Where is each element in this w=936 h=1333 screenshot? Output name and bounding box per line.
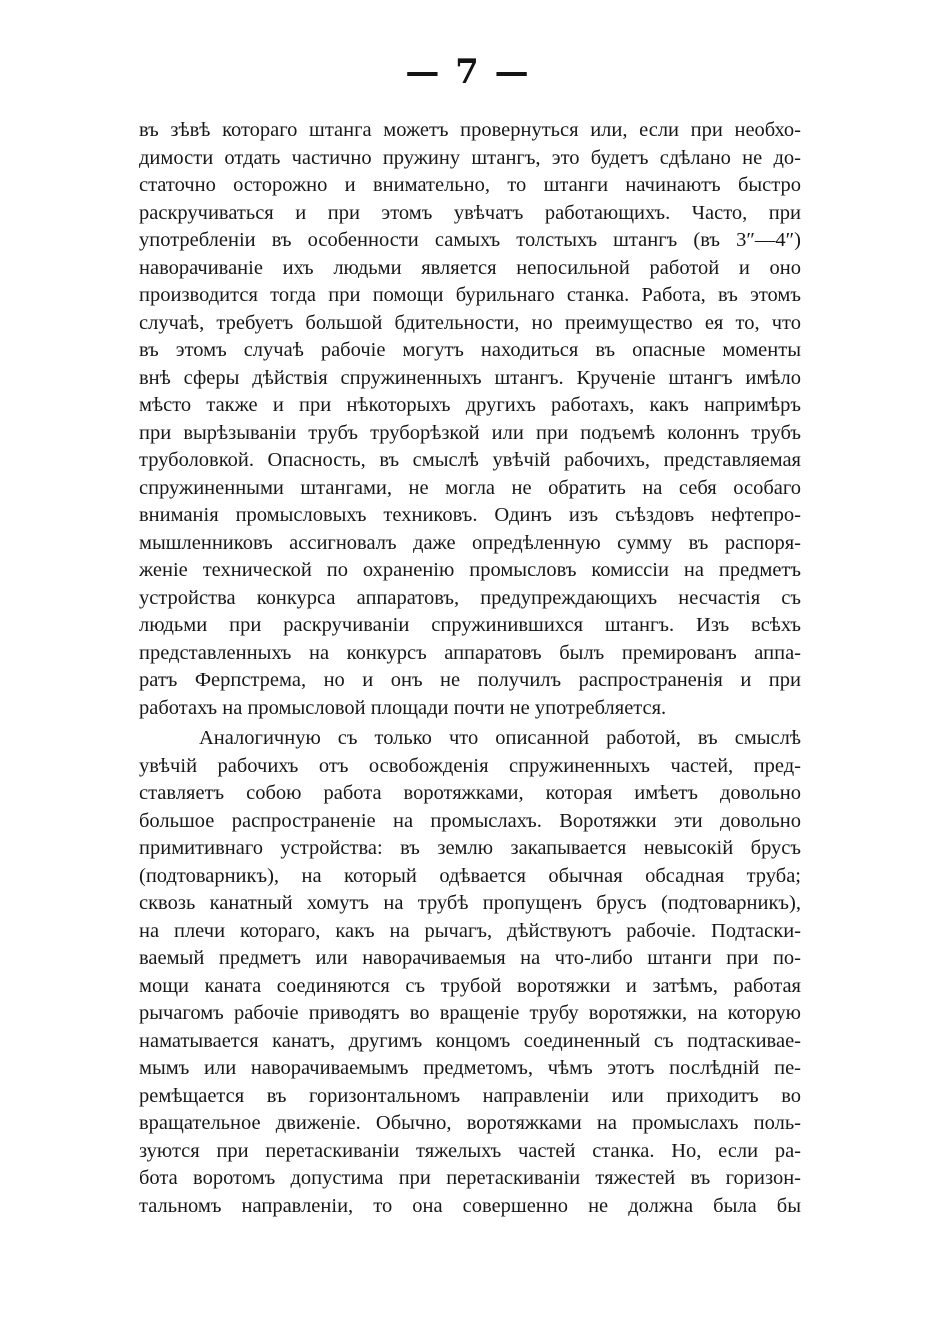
text-line: мощи каната соединяются съ трубой воротяжки и затѣмъ, работая (139, 974, 801, 997)
text-line: ратъ Ферпстрема, но и онъ не получилъ распространенія и при (139, 669, 801, 691)
text-line: въ этомъ случаѣ рабочіе могутъ находиться въ опасные моменты (139, 339, 801, 361)
text-line: рычагомъ рабочіе приводятъ во вращеніе трубу воротяжки, на которую (139, 1002, 801, 1024)
text-line: спружиненными штангами, не могла не обратить на себя особаго (139, 476, 801, 499)
text-line: мѣсто также и при нѣкоторыхъ другихъ работахъ, какъ напримѣръ (139, 394, 801, 416)
text-line: (подтоварникъ), на который одѣвается обычная обсадная труба; (139, 864, 801, 887)
text-line: въ зѣвѣ котораго штанга можетъ провернуться или, если при необхо- (139, 119, 801, 141)
text-line: наворачиваніе ихъ людьми является непосильной работой и оно (139, 256, 801, 279)
text-line: тальномъ направленіи, то она совершенно не должна была бы (139, 1194, 801, 1217)
text-line: представленныхъ на конкурсъ аппаратовъ былъ премированъ аппа- (139, 641, 801, 664)
text-line: при вырѣзываніи трубъ труборѣзкой или при подъемѣ колоннъ трубъ (139, 421, 801, 444)
text-line: труболовкой. Опасность, въ смыслѣ увѣчій рабочихъ, представляемая (139, 449, 801, 471)
text-line: Аналогичную съ только что описанной работой, въ смыслѣ (199, 727, 801, 749)
text-line: увѣчій рабочихъ отъ освобожденія спружиненныхъ частей, пред- (139, 754, 801, 777)
text-line: раскручиваться и при этомъ увѣчатъ работающихъ. Часто, при (139, 201, 801, 224)
text-line: употребленіи въ особенности самыхъ толстыхъ штангъ (въ 3″—4″) (139, 229, 801, 251)
text-line: примитивнаго устройства: въ землю закапывается невысокій брусъ (139, 837, 801, 859)
text-line: мымъ или наворачиваемымъ предметомъ, чѣмъ этотъ послѣдній пе- (139, 1057, 801, 1079)
page-number: — 7 — (405, 52, 531, 92)
paragraph-2 (139, 725, 801, 1220)
text-line: мышленниковъ ассигновалъ даже опредѣленную сумму въ распоря- (139, 531, 801, 554)
text-line: большое распространеніе на промыслахъ. Воротяжки эти довольно (139, 809, 801, 832)
text-line: женіе технической по охраненію промысловъ комиссіи на предметъ (139, 559, 801, 581)
text-line: работахъ на промысловой площади почти не употребляется. (139, 696, 667, 719)
text-line: ваемый предметъ или наворачиваемыя на что-либо штанги при по- (139, 947, 801, 969)
text-line: димости отдать частично пружину штангъ, это будетъ сдѣлано не до- (139, 146, 801, 169)
text-line: наматывается канатъ, другимъ концомъ соединенный съ подтаскивае- (139, 1029, 801, 1052)
text-line: сквозь канатный хомутъ на трубѣ пропущенъ брусъ (подтоварникъ), (139, 892, 801, 914)
text-line: на плечи котораго, какъ на рычагъ, дѣйствуютъ рабочіе. Подтаски- (139, 919, 801, 942)
text-line: вращательное движеніе. Обычно, воротяжками на промыслахъ поль- (139, 1112, 801, 1134)
paragraph-1 (139, 117, 801, 722)
text-line: случаѣ, требуетъ большой бдительности, но преимущество ея то, что (139, 311, 801, 334)
text-line: ремѣщается въ горизонтальномъ направленіи или приходитъ во (139, 1084, 801, 1107)
text-line: ставляетъ собою работа воротяжками, которая имѣетъ довольно (139, 782, 801, 804)
text-line: бота воротомъ допустима при перетаскиваніи тяжестей въ горизон- (139, 1167, 801, 1189)
text-line: людьми при раскручиваніи спружинившихся штангъ. Изъ всѣхъ (139, 614, 801, 636)
text-line: производится тогда при помощи бурильнаго станка. Работа, въ этомъ (139, 284, 801, 306)
text-line: зуются при перетаскиваніи тяжелыхъ частей станка. Но, если ра- (139, 1139, 801, 1162)
text-line: вниманія промысловыхъ техниковъ. Одинъ изъ съѣздовъ нефтепро- (139, 504, 801, 526)
text-line: внѣ сферы дѣйствія спружиненныхъ штангъ. Крученіе штангъ имѣло (139, 366, 801, 389)
text-line: статочно осторожно и внимательно, то штанги начинаютъ быстро (139, 174, 801, 196)
text-line: устройства конкурса аппаратовъ, предупреждающихъ несчастія съ (139, 586, 801, 609)
